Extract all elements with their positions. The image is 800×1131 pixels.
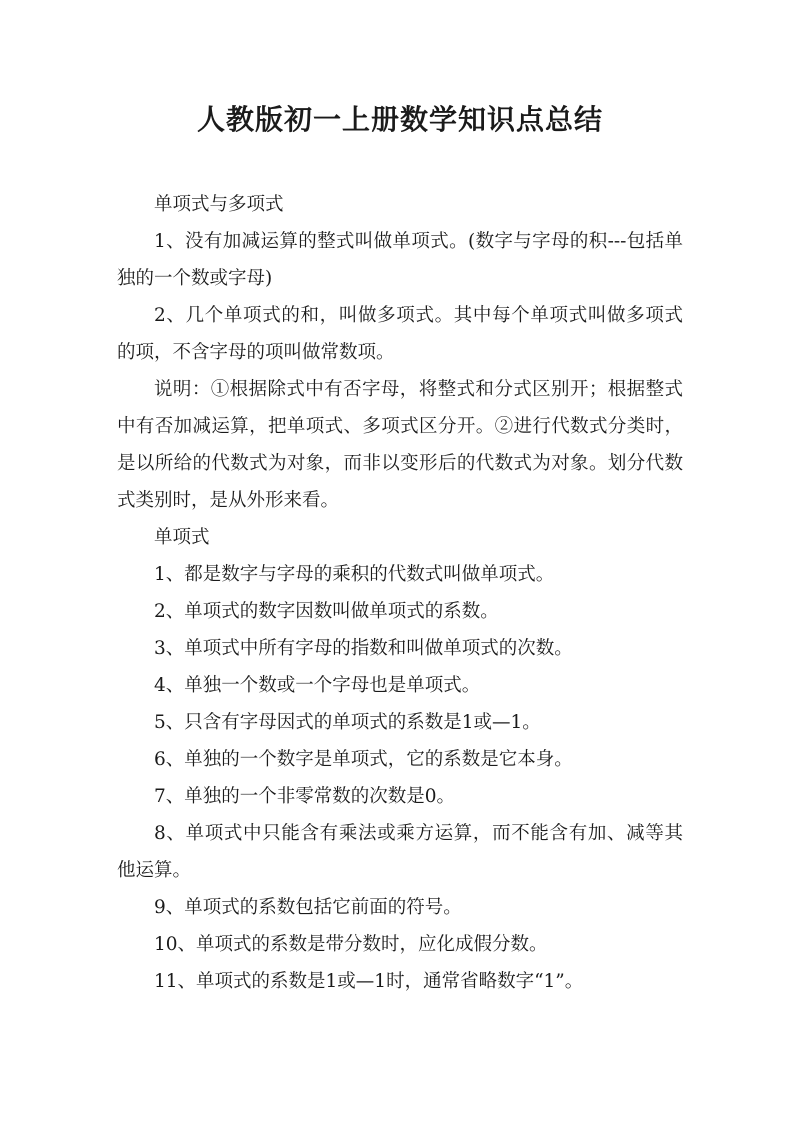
paragraph: 2、几个单项式的和，叫做多项式。其中每个单项式叫做多项式的项，不含字母的项叫做常数项。 bbox=[117, 305, 683, 363]
list-item: 9、单项式的系数包括它前面的符号。 bbox=[154, 897, 462, 918]
list-item: 10、单项式的系数是带分数时，应化成假分数。 bbox=[154, 934, 548, 955]
section-heading-monomial: 单项式 bbox=[154, 527, 210, 548]
list-item: 5、只含有字母因式的单项式的系数是1或—1。 bbox=[154, 712, 541, 733]
list-item: 7、单独的一个非零常数的次数是0。 bbox=[154, 786, 456, 807]
list-item: 3、单项式中所有字母的指数和叫做单项式的次数。 bbox=[154, 638, 573, 659]
list-item: 1、都是数字与字母的乘积的代数式叫做单项式。 bbox=[154, 564, 555, 585]
document-body bbox=[117, 186, 683, 1000]
section-heading-monomial-polynomial: 单项式与多项式 bbox=[154, 194, 284, 215]
list-item: 6、单独的一个数字是单项式，它的系数是它本身。 bbox=[154, 749, 573, 770]
list-item: 4、单独一个数或一个字母也是单项式。 bbox=[154, 675, 481, 696]
list-item: 11、单项式的系数是1或—1时，通常省略数字“1”。 bbox=[154, 971, 584, 992]
paragraph: 1、没有加减运算的整式叫做单项式。(数字与字母的积---包括单独的一个数或字母) bbox=[117, 231, 683, 289]
paragraph: 说明：①根据除式中有否字母，将整式和分式区别开；根据整式中有否加减运算，把单项式、多项式区分开。②进行代数式分类时，是以所给的代数式为对象，而非以变形后的代数式为对象。划分代数式类别时，是从外形来看。 bbox=[117, 379, 683, 511]
list-item: 2、单项式的数字因数叫做单项式的系数。 bbox=[154, 601, 499, 622]
list-item: 8、单项式中只能含有乘法或乘方运算，而不能含有加、减等其他运算。 bbox=[117, 823, 683, 881]
document-title: 人教版初一上册数学知识点总结 bbox=[196, 103, 603, 136]
